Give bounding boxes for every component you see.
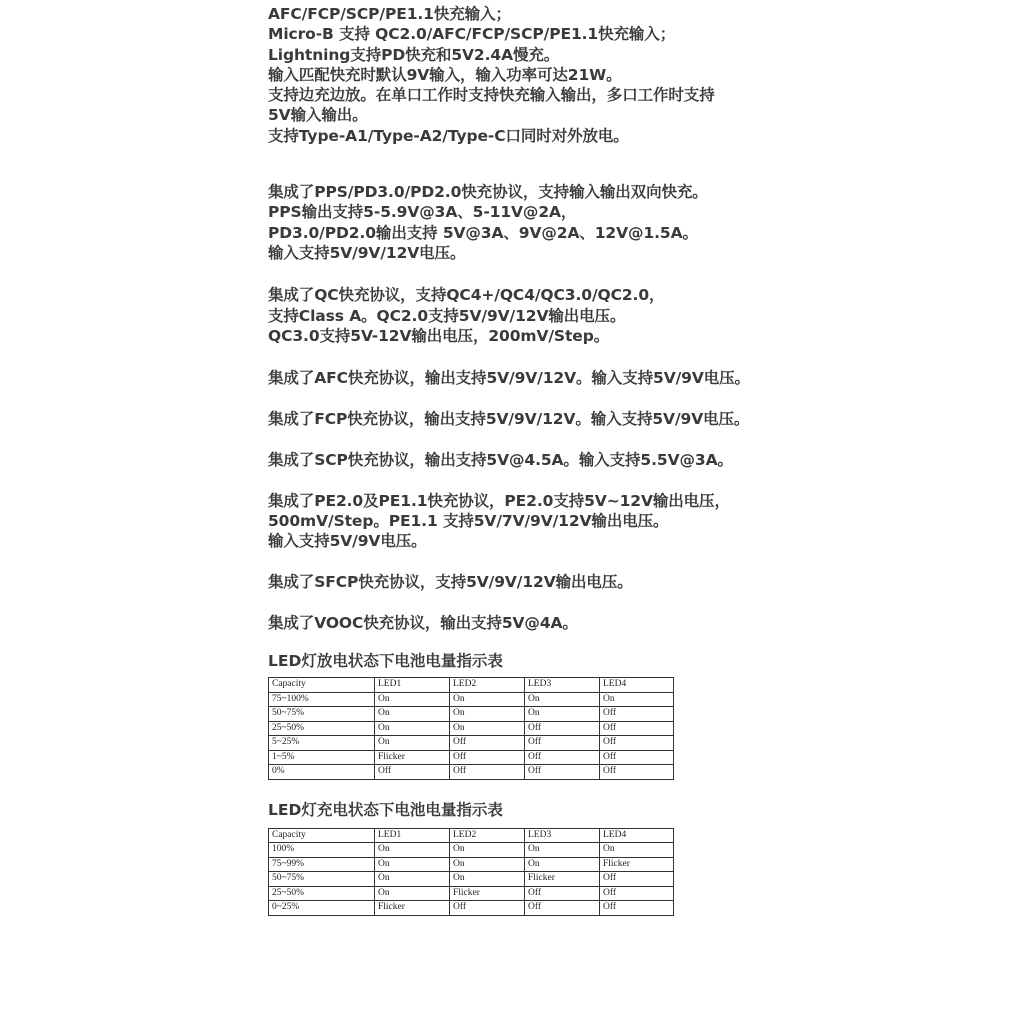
table-cell: Off xyxy=(600,736,674,751)
sfcp-protocol-line: 集成了SFCP快充协议，支持5V/9V/12V输出电压。 xyxy=(268,572,633,591)
scp-protocol-line: 集成了SCP快充协议，输出支持5V@4.5A。输入支持5.5V@3A。 xyxy=(268,450,733,469)
table-header-row xyxy=(269,678,674,693)
text-line: 集成了PE2.0及PE1.1快充协议，PE2.0支持5V~12V输出电压， xyxy=(268,491,730,510)
qc-protocol-section xyxy=(268,285,788,346)
header-cell: LED4 xyxy=(600,828,674,843)
text-line: 5V输入输出。 xyxy=(268,106,368,125)
table-cell: On xyxy=(525,843,600,858)
table-cell: On xyxy=(375,843,450,858)
table-cell: 75~99% xyxy=(269,857,375,872)
table-cell: 50~75% xyxy=(269,872,375,887)
table-cell: Off xyxy=(525,765,600,780)
table-cell: 1~5% xyxy=(269,750,375,765)
text-line: PD3.0/PD2.0输出支持 5V@3A、9V@2A、12V@1.5A。 xyxy=(268,223,698,242)
table-cell: Off xyxy=(600,707,674,722)
table-row xyxy=(269,707,674,722)
header-cell: LED4 xyxy=(600,678,674,693)
table-cell: 25~50% xyxy=(269,886,375,901)
table-row xyxy=(269,750,674,765)
table-cell: 25~50% xyxy=(269,721,375,736)
table-cell: On xyxy=(375,707,450,722)
text-line: 输入支持5V/9V/12V电压。 xyxy=(268,243,466,262)
text-line: PPS输出支持5-5.9V@3A、5-11V@2A， xyxy=(268,203,577,222)
table-cell: 0~25% xyxy=(269,901,375,916)
table-cell: On xyxy=(450,707,525,722)
intro-section xyxy=(268,4,788,146)
table-cell: Off xyxy=(525,901,600,916)
table-row xyxy=(269,843,674,858)
table-cell: On xyxy=(450,857,525,872)
table-cell: Flicker xyxy=(375,901,450,916)
table-cell: On xyxy=(450,872,525,887)
table-cell: Off xyxy=(600,901,674,916)
header-cell: LED2 xyxy=(450,828,525,843)
table-cell: On xyxy=(525,707,600,722)
text-line: 输入匹配快充时默认9V输入，输入功率可达21W。 xyxy=(268,65,622,84)
table-cell: Off xyxy=(525,886,600,901)
table-cell: Flicker xyxy=(450,886,525,901)
pd-protocol-section xyxy=(268,182,788,263)
table-cell: Off xyxy=(450,750,525,765)
table-cell: 0% xyxy=(269,765,375,780)
text-line: 集成了QC快充协议，支持QC4+/QC4/QC3.0/QC2.0， xyxy=(268,286,665,305)
table-cell: Flicker xyxy=(375,750,450,765)
table-cell: On xyxy=(375,857,450,872)
table-row xyxy=(269,886,674,901)
header-cell: Capacity xyxy=(269,678,375,693)
text-line: 集成了PPS/PD3.0/PD2.0快充协议，支持输入输出双向快充。 xyxy=(268,183,708,202)
table-cell: Off xyxy=(600,872,674,887)
table-cell: On xyxy=(450,721,525,736)
table-header-row xyxy=(269,828,674,843)
table-row xyxy=(269,721,674,736)
table-cell: On xyxy=(375,886,450,901)
text-line: AFC/FCP/SCP/PE1.1快充输入； xyxy=(268,5,511,23)
header-cell: LED1 xyxy=(375,828,450,843)
table-cell: Off xyxy=(600,750,674,765)
table-cell: Off xyxy=(600,765,674,780)
table-cell: On xyxy=(375,721,450,736)
text-line: 支持边充边放。在单口工作时支持快充输入输出，多口工作时支持 xyxy=(268,86,715,105)
table-cell: On xyxy=(375,872,450,887)
header-cell: LED3 xyxy=(525,678,600,693)
table-row xyxy=(269,765,674,780)
table-row xyxy=(269,857,674,872)
header-cell: LED1 xyxy=(375,678,450,693)
table-row xyxy=(269,872,674,887)
table-cell: Off xyxy=(525,721,600,736)
vooc-protocol-line: 集成了VOOC快充协议，输出支持5V@4A。 xyxy=(268,613,578,632)
header-cell: Capacity xyxy=(269,828,375,843)
text-line: Micro-B 支持 QC2.0/AFC/FCP/SCP/PE1.1快充输入； xyxy=(268,25,676,44)
table-cell: Off xyxy=(450,901,525,916)
table-cell: Off xyxy=(450,765,525,780)
table-cell: 5~25% xyxy=(269,736,375,751)
table-cell: Off xyxy=(450,736,525,751)
text-line: Lightning支持PD快充和5V2.4A慢充。 xyxy=(268,45,560,64)
table-row xyxy=(269,692,674,707)
charge-table-title: LED灯充电状态下电池电量指示表 xyxy=(268,800,503,819)
discharge-table-title: LED灯放电状态下电池电量指示表 xyxy=(268,652,503,671)
table-cell: Off xyxy=(525,736,600,751)
text-line: 支持Class A。QC2.0支持5V/9V/12V输出电压。 xyxy=(268,306,626,325)
pe-protocol-section xyxy=(268,491,788,552)
text-line: 支持Type-A1/Type-A2/Type-C口同时对外放电。 xyxy=(268,126,629,145)
text-line: 500mV/Step。PE1.1 支持5V/7V/9V/12V输出电压。 xyxy=(268,511,669,530)
table-cell: On xyxy=(525,692,600,707)
afc-protocol-line: 集成了AFC快充协议，输出支持5V/9V/12V。输入支持5V/9V电压。 xyxy=(268,369,750,388)
table-row xyxy=(269,901,674,916)
spec-document xyxy=(268,4,788,916)
fcp-protocol-line: 集成了FCP快充协议，输出支持5V/9V/12V。输入支持5V/9V电压。 xyxy=(268,409,750,428)
header-cell: LED2 xyxy=(450,678,525,693)
charge-indicator-table xyxy=(268,828,674,916)
table-cell: Flicker xyxy=(600,857,674,872)
table-cell: On xyxy=(600,843,674,858)
table-cell: On xyxy=(600,692,674,707)
table-cell: On xyxy=(450,692,525,707)
table-row xyxy=(269,736,674,751)
table-cell: On xyxy=(375,692,450,707)
text-line: 输入支持5V/9V电压。 xyxy=(268,532,427,551)
table-cell: On xyxy=(525,857,600,872)
table-cell: 75~100% xyxy=(269,692,375,707)
table-cell: On xyxy=(450,843,525,858)
table-cell: On xyxy=(375,736,450,751)
table-cell: 50~75% xyxy=(269,707,375,722)
table-cell: Off xyxy=(375,765,450,780)
table-cell: Off xyxy=(525,750,600,765)
header-cell: LED3 xyxy=(525,828,600,843)
discharge-indicator-table xyxy=(268,677,674,780)
table-cell: 100% xyxy=(269,843,375,858)
table-cell: Off xyxy=(600,886,674,901)
text-line: QC3.0支持5V-12V输出电压，200mV/Step。 xyxy=(268,326,610,345)
table-cell: Flicker xyxy=(525,872,600,887)
table-cell: Off xyxy=(600,721,674,736)
